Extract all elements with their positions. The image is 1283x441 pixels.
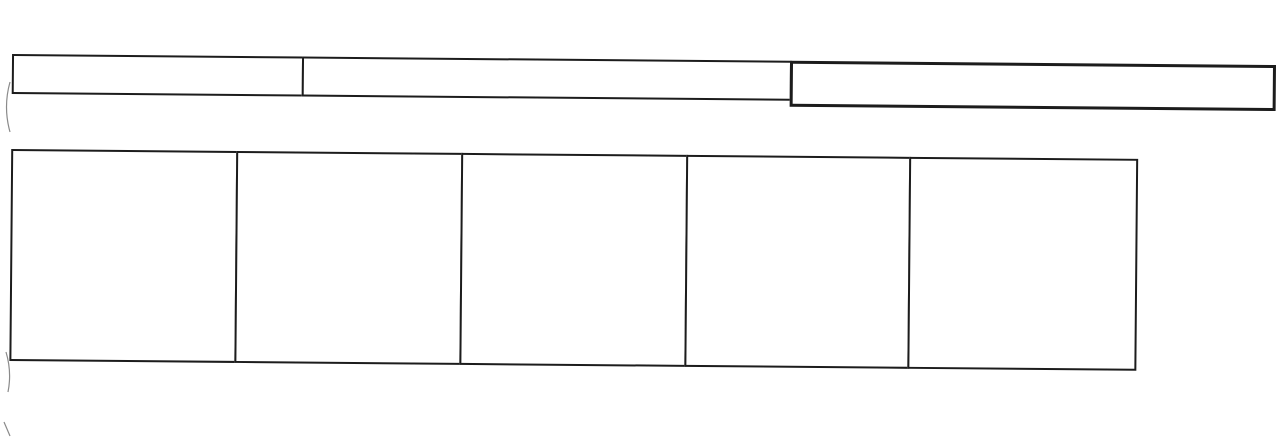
day-name <box>12 109 237 111</box>
day-header-thursday <box>686 103 909 157</box>
meal-cell-thursday <box>684 155 911 369</box>
meal-cell-wednesday <box>459 153 688 367</box>
menu-type-center-box <box>302 57 792 101</box>
day-date <box>462 105 687 107</box>
meal-nutrition <box>683 194 913 196</box>
day-date <box>910 109 1137 111</box>
meal-name <box>688 166 909 168</box>
day-name <box>237 111 462 113</box>
meal-nutrition <box>458 192 690 194</box>
day-header-friday <box>909 105 1136 159</box>
day-header-monday <box>11 97 236 151</box>
meal-cell-monday <box>9 149 238 363</box>
day-date <box>12 101 237 103</box>
day-name <box>910 117 1137 119</box>
meal-name <box>238 162 461 164</box>
day-header-tuesday <box>236 99 461 153</box>
day-name <box>687 115 910 117</box>
meal-name <box>911 168 1136 170</box>
day-date <box>237 103 462 105</box>
meal-name <box>463 164 686 166</box>
day-name <box>462 113 687 115</box>
meal-name <box>13 160 236 162</box>
meal-nutrition <box>233 190 465 192</box>
meal-nutrition <box>906 196 1140 198</box>
day-date <box>687 107 910 109</box>
meal-cell-friday <box>907 157 1138 371</box>
day-header-wednesday <box>461 101 686 155</box>
meal-cell-tuesday <box>234 151 463 365</box>
menu-type-box <box>12 54 304 97</box>
meal-nutrition <box>8 188 240 190</box>
